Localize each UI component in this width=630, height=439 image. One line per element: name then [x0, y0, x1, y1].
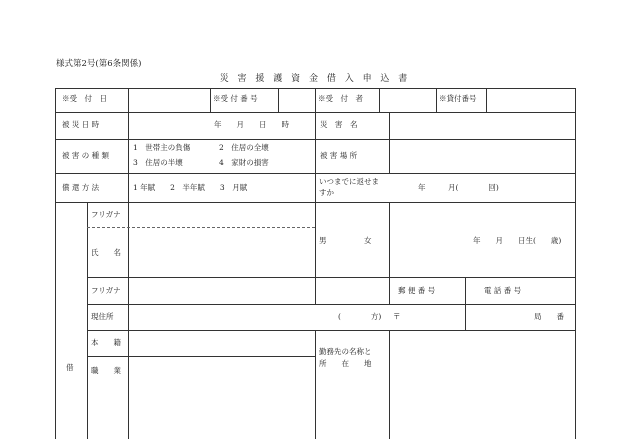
registry-label: 本 籍: [91, 338, 121, 347]
damage-type-label: 被 害 の 種 類: [62, 151, 110, 160]
form-title: 災 害 援 護 資 金 借 入 申 込 書: [219, 74, 411, 84]
postal-mark: 〒: [393, 312, 401, 321]
col-divider: [315, 202, 316, 304]
disaster-date-label: 被 災 日 時: [62, 120, 100, 129]
phone-number-label: 電 話 番 号: [484, 286, 522, 295]
col-divider: [315, 330, 316, 439]
postal-code-label: 郵 便 番 号: [398, 286, 436, 295]
col-divider: [278, 88, 279, 112]
col-divider: [315, 88, 316, 112]
col-divider: [389, 330, 390, 439]
row-divider: [87, 304, 575, 305]
table-left-border: [55, 88, 56, 439]
repayment-options: 1 年賦 2 半年賦 3 月賦: [133, 183, 248, 192]
table-right-border: [575, 88, 576, 439]
form-number: 様式第2号(第6条関係): [56, 59, 142, 69]
disaster-name-label: 災 害 名: [320, 120, 358, 129]
col-divider: [210, 88, 211, 112]
repay-by-label-2: すか: [319, 188, 334, 197]
col-divider: [486, 88, 487, 112]
damage-option-2: 2 住居の全壊: [219, 143, 269, 152]
furigana-label: フリガナ: [91, 210, 121, 219]
row-divider: [87, 330, 575, 331]
row-divider: [87, 356, 315, 357]
address-suffix: ( 方): [338, 312, 382, 321]
col-divider: [128, 88, 129, 112]
col-divider: [379, 88, 380, 112]
name-label: 氏 名: [91, 248, 121, 257]
furigana-divider: [87, 227, 315, 228]
disaster-date-units: 年 月 日 時: [214, 120, 289, 129]
col-divider: [389, 112, 390, 173]
col-divider: [87, 202, 88, 439]
col-divider: [315, 112, 316, 202]
reception-date-label: ※受 付 日: [62, 94, 107, 103]
col-divider: [128, 112, 129, 202]
col-divider: [436, 88, 437, 112]
workplace-label: 勤務先の名称と: [319, 347, 372, 356]
damage-place-label: 被 害 場 所: [320, 151, 358, 160]
col-divider: [128, 202, 129, 439]
col-divider: [465, 277, 466, 330]
occupation-label: 職 業: [91, 366, 121, 375]
damage-option-1: 1 世帯主の負傷: [133, 143, 191, 152]
borrower-section-label: 借: [66, 363, 74, 372]
col-divider: [389, 202, 390, 304]
receiver-label: ※受 付 者: [318, 94, 363, 103]
birth-date: 年 月 日生( 歳): [473, 236, 562, 245]
furigana-label-2: フリガナ: [91, 286, 121, 295]
repay-by-label: いつまでに返せま: [319, 177, 379, 186]
reception-number-label: ※受 付 番 号: [213, 94, 258, 103]
exchange-label: 局 番: [534, 312, 564, 321]
damage-option-4: 4 家財の損害: [219, 158, 269, 167]
address-label: 現住所: [91, 312, 114, 321]
row-divider: [87, 277, 575, 278]
gender-options: 男 女: [319, 236, 372, 245]
loan-number-label: ※貸付番号: [439, 94, 477, 103]
workplace-label-2: 所 在 地: [319, 359, 372, 368]
damage-option-3: 3 住居の半壊: [133, 158, 183, 167]
repay-by-value: 年 月( 回): [418, 183, 499, 192]
repayment-method-label: 償 還 方 法: [62, 183, 100, 192]
